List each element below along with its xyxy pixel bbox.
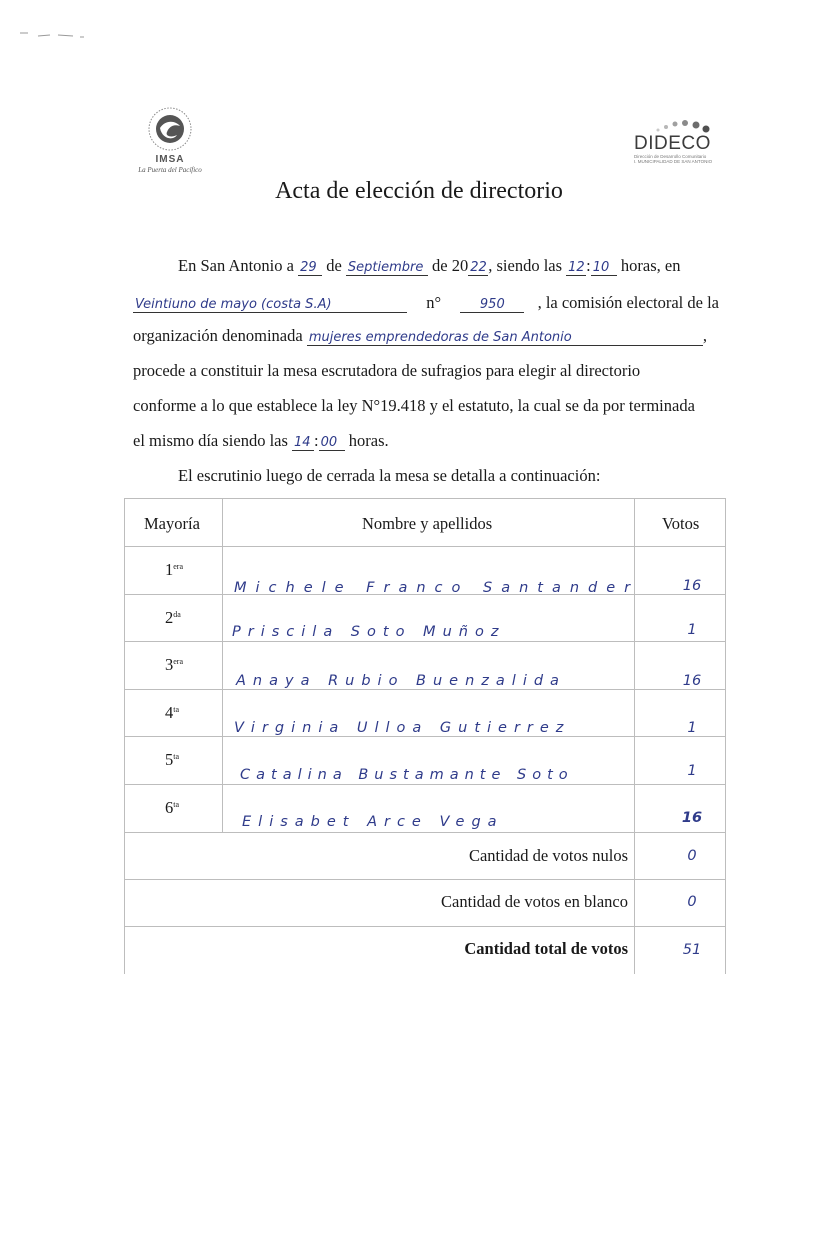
text-horas-en: horas, en: [620, 256, 681, 275]
text-de: de: [326, 256, 342, 275]
street-field: Veintiuno de mayo (costa S.A): [133, 298, 407, 313]
blank-votes-label: Cantidad de votos en blanco: [441, 892, 628, 911]
candidate-name: Michele Franco Santander: [234, 580, 640, 596]
candidate-votes: 16: [681, 810, 703, 826]
org-name-field: mujeres emprendedoras de San Antonio: [307, 331, 703, 346]
rank-cell: $6^{ta}$: [165, 798, 180, 817]
dideco-sub-1: Dirección de Desarrollo Comunitario: [634, 154, 707, 159]
candidate-votes: 16: [682, 578, 702, 594]
rank-cell: $3^{era}$: [165, 655, 184, 674]
candidate-name: Catalina Bustamante Soto: [240, 767, 574, 783]
null-votes-value: 0: [687, 848, 697, 864]
comma: ,: [702, 326, 707, 345]
candidate-name: Virginia Ulloa Gutierrez: [234, 720, 571, 736]
dideco-word: DIDECO: [634, 133, 711, 154]
blank-votes-value: 0: [687, 894, 697, 910]
paragraph-line-1: [178, 256, 719, 278]
candidate-votes: 1: [687, 763, 697, 779]
month-field: Septiembre: [346, 261, 428, 276]
text-de-20: de 20: [432, 256, 469, 275]
imsa-logo: [130, 106, 210, 178]
text-san-antonio: En San Antonio a: [178, 256, 294, 275]
paragraph-line-6: [133, 431, 719, 453]
paragraph-line-2: [133, 291, 719, 313]
results-table: [124, 498, 726, 974]
total-votes-label: Cantidad total de votos: [464, 939, 628, 958]
rank-cell: $5^{ta}$: [165, 750, 180, 769]
day-field: 29: [298, 261, 322, 276]
text-mismo-dia: el mismo día siendo las: [133, 431, 288, 450]
year-field: 22: [470, 260, 487, 275]
text-horas: horas.: [348, 431, 389, 450]
header-votes: Votos: [662, 514, 700, 533]
paragraph-line-7: El escrutinio luego de cerrada la mesa se detalla a continuación:: [178, 466, 601, 485]
imsa-seal-icon: [147, 106, 193, 152]
colon-1: :: [586, 256, 591, 275]
start-hour-field: 12: [568, 260, 585, 275]
null-votes-label: Cantidad de votos nulos: [468, 846, 628, 865]
text-numero: n°: [426, 293, 442, 312]
dideco-sub-2: I. MUNICIPALIDAD DE SAN ANTONIO: [634, 159, 713, 164]
candidate-name: Elisabet Arce Vega: [242, 814, 504, 830]
scan-mark: [18, 28, 88, 38]
text-comision: , la comisión electoral de la: [537, 293, 719, 312]
paragraph-line-5: conforme a lo que establece la ley N°19.418 y el estatuto, la cual se da por terminada: [133, 396, 695, 415]
rank-cell: $1^{era}$: [165, 560, 184, 579]
paragraph-line-3: [133, 326, 719, 348]
total-votes-value: 51: [682, 942, 702, 958]
end-minute-field: 00: [319, 436, 345, 451]
dideco-dots-icon: [652, 116, 712, 134]
rank-cell: $4^{ta}$: [165, 703, 180, 722]
text-siendo-las: , siendo las: [488, 256, 563, 275]
end-hour-field: 14: [292, 436, 314, 451]
street-number-field: 950: [460, 298, 524, 313]
candidate-name: Priscila Soto Muñoz: [232, 624, 506, 640]
colon-2: :: [314, 431, 319, 450]
header-name: Nombre y apellidos: [362, 514, 493, 533]
rank-cell: $2^{da}$: [165, 608, 181, 627]
candidate-votes: 1: [687, 622, 697, 638]
header-rank: Mayoría: [144, 514, 200, 533]
text-org-label: organización denominada: [133, 326, 303, 345]
document-title: Acta de elección de directorio: [275, 178, 563, 204]
start-minute-field: 10: [591, 261, 617, 276]
candidate-name: Anaya Rubio Buenzalida: [236, 673, 566, 689]
dideco-logo: [634, 116, 724, 176]
imsa-name: IMSA: [155, 154, 185, 165]
imsa-motto: La Puerta del Pacífico: [138, 166, 202, 174]
candidate-votes: 1: [687, 720, 697, 736]
paragraph-line-4: procede a constituir la mesa escrutadora de sufragios para elegir al directorio: [133, 361, 641, 380]
candidate-votes: 16: [682, 673, 702, 689]
